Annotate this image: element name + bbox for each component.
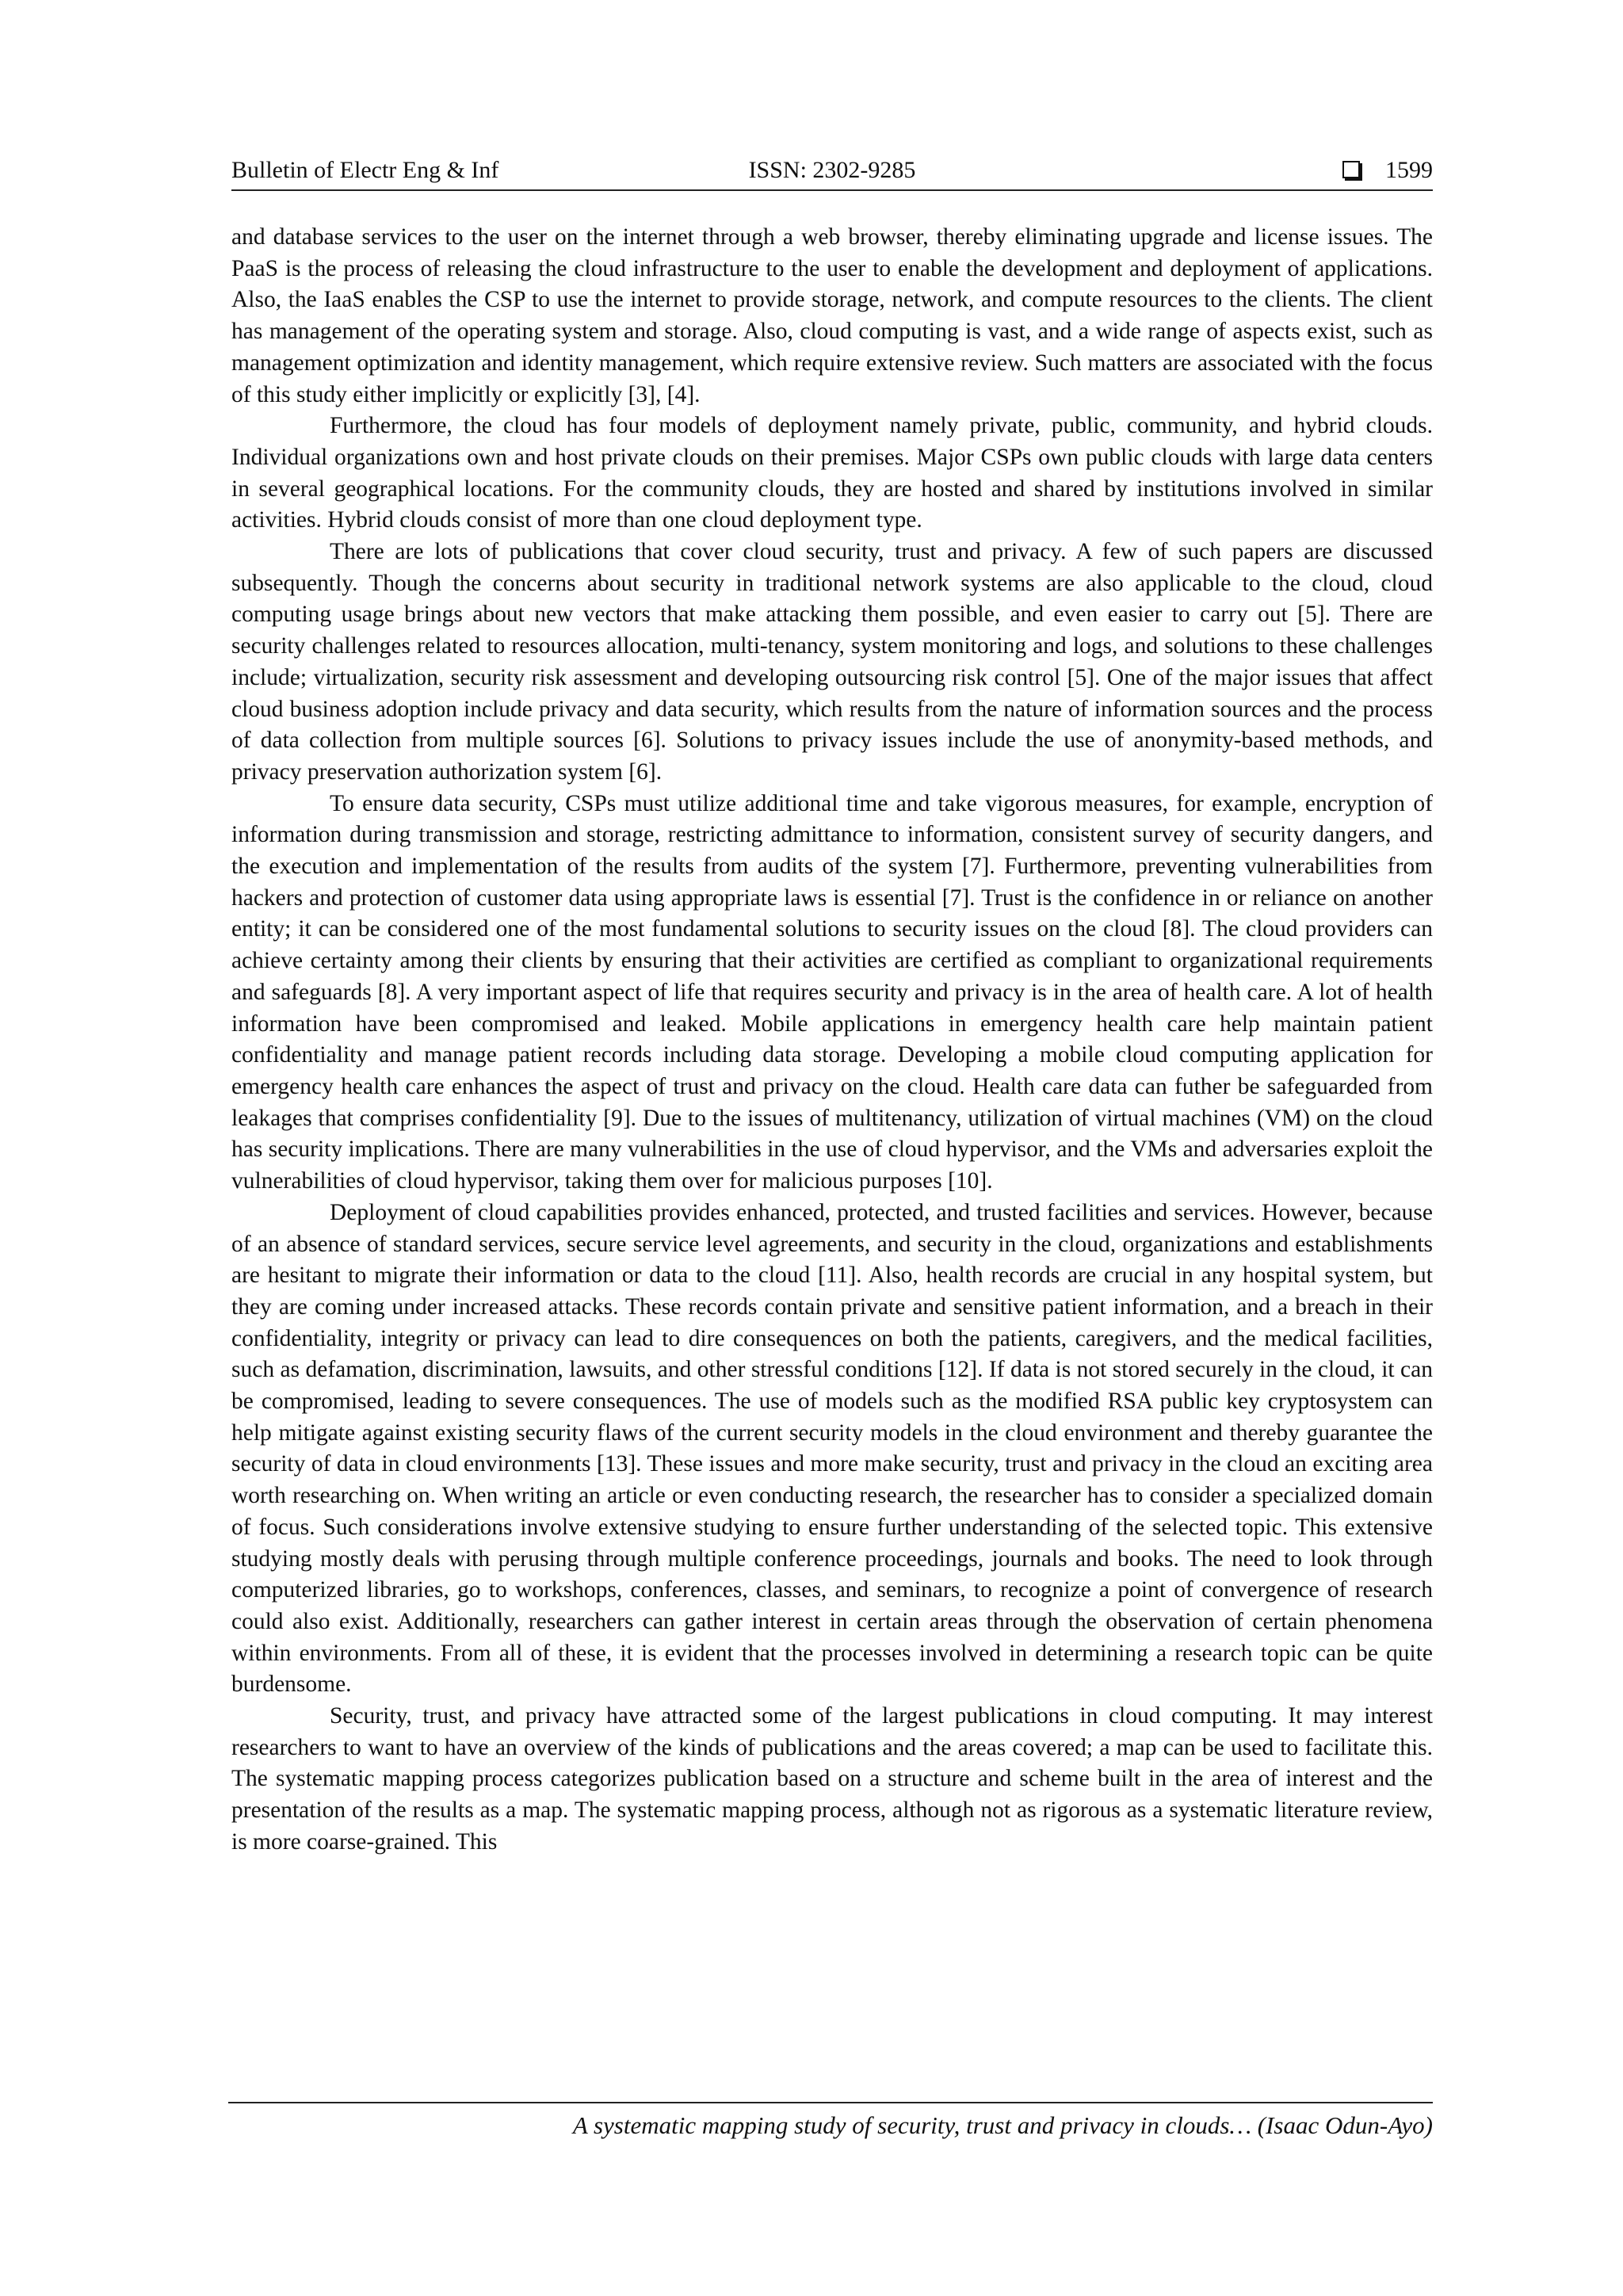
page-header xyxy=(231,153,1433,188)
running-footer: A systematic mapping study of security, trust and privacy in clouds… (Isaac Odun-Ayo) xyxy=(572,2111,1433,2139)
journal-name: Bulletin of Electr Eng & Inf xyxy=(231,157,499,183)
paragraph-2: Furthermore, the cloud has four models of deployment namely private, public, community, and hybrid clouds. Individual organizations own and host private clouds on their premises. Major CSPs own public clouds with large data centers in several geographical locations. For the community clouds, they are hosted and shared by institutions involved in similar activities. Hybrid clouds consist of more than one cloud deployment type. xyxy=(231,413,1433,533)
page-number: 1599 xyxy=(1385,157,1433,183)
issn-label: ISSN: 2302-9285 xyxy=(748,157,916,183)
paragraph-5: Deployment of cloud capabilities provides enhanced, protected, and trusted facilities and services. However, because of an absence of standard services, secure service level agreements, and security in the cloud, organizations and establishments are hesitant to migrate their information or data to the cloud [11]. Also, health records are crucial in any hospital system, but they are coming under increased attacks. These records contain private and sensitive patient information, and a breach in their confidentiality, integrity or privacy can lead to dire consequences on both the patients, caregivers, and the medical facilities, such as defamation, discrimination, lawsuits, and other stressful conditions [12]. If data is not stored securely in the cloud, it can be compromised, leading to severe consequences. The use of models such as the modified RSA public key cryptosystem can help mitigate against existing security flaws of the current security models in the cloud environment and thereby guarantee the security of data in cloud environments [13]. These issues and more make security, trust and privacy in the cloud an exciting area worth researching on. When writing an article or even conducting research, the researcher has to consider a specialized domain of focus. Such considerations involve extensive studying to ensure further understanding of the selected topic. This extensive studying mostly deals with perusing through multiple conference proceedings, journals and books. The need to look through computerized libraries, go to workshops, conferences, classes, and seminars, to recognize a point of convergence of research could also exist. Additionally, researchers can gather interest in certain areas through the observation of certain phenomena within environments. From all of these, it is evident that the processes involved in determining a research topic can be quite burdensome. xyxy=(231,1199,1433,1698)
paragraph-4: To ensure data security, CSPs must utilize additional time and take vigorous measures, for example, encryption of information during transmission and storage, restricting admittance to information, consistent survey of security dangers, and the execution and implementation of the results from audits of the system [7]. Furthermore, preventing vulnerabilities from hackers and protection of customer data using appropriate laws is essential [7]. Trust is the confidence in or reliance on another entity; it can be considered one of the most fundamental solutions to security issues on the cloud [8]. The cloud providers can achieve certainty among their clients by ensuring that their activities are certified as compliant to organizational requirements and safeguards [8]. A very important aspect of life that requires security and privacy is in the area of health care. A lot of health information have been compromised and leaked. Mobile applications in emergency health care help maintain patient confidentiality and manage patient records including data storage. Developing a mobile cloud computing application for emergency health care enhances the aspect of trust and privacy on the cloud. Health care data can futher be safeguarded from leakages that comprises confidentiality [9]. Due to the issues of multitenancy, utilization of virtual machines (VM) on the cloud has security implications. There are many vulnerabilities in the use of cloud hypervisor, and the VMs and adversaries exploit the vulnerabilities of cloud hypervisor, taking them over for malicious purposes [10]. xyxy=(231,790,1433,1194)
paragraph-1: and database services to the user on the internet through a web browser, thereby eliminating upgrade and license issues. The PaaS is the process of releasing the cloud infrastructure to the user to enable the development and deployment of applications. Also, the IaaS enables the CSP to use the internet to provide storage, network, and compute resources to the clients. The client has management of the operating system and storage. Also, cloud computing is vast, and a wide range of aspects exist, such as management optimization and identity management, which require extensive review. Such matters are associated with the focus of this study either implicitly or explicitly [3], [4]. xyxy=(231,224,1433,407)
paragraph-3: There are lots of publications that cover cloud security, trust and privacy. A few of such papers are discussed subsequently. Though the concerns about security in traditional network systems are also applicable to the cloud, cloud computing usage brings about new vectors that make attacking them possible, and even easier to carry out [5]. There are security challenges related to resources allocation, multi-tenancy, system monitoring and logs, and solutions to these challenges include; virtualization, security risk assessment and developing outsourcing risk control [5]. One of the major issues that affect cloud business adoption include privacy and data security, which results from the nature of information sources and the process of data collection from multiple sources [6]. Solutions to privacy issues include the use of anonymity-based methods, and privacy preservation authorization system [6]. xyxy=(231,539,1433,785)
paragraph-6: Security, trust, and privacy have attracted some of the largest publications in cloud computing. It may interest researchers to want to have an overview of the kinds of publications and the areas covered; a map can be used to facilitate this. The systematic mapping process categorizes publication based on a structure and scheme built in the area of interest and the presentation of the results as a map. The systematic mapping process, although not as rigorous as a systematic literature review, is more coarse-grained. This xyxy=(231,1703,1433,1855)
square-box-icon xyxy=(1342,161,1360,178)
footer-divider xyxy=(228,2102,1433,2103)
article-body xyxy=(231,222,1433,1859)
header-divider xyxy=(231,189,1433,191)
